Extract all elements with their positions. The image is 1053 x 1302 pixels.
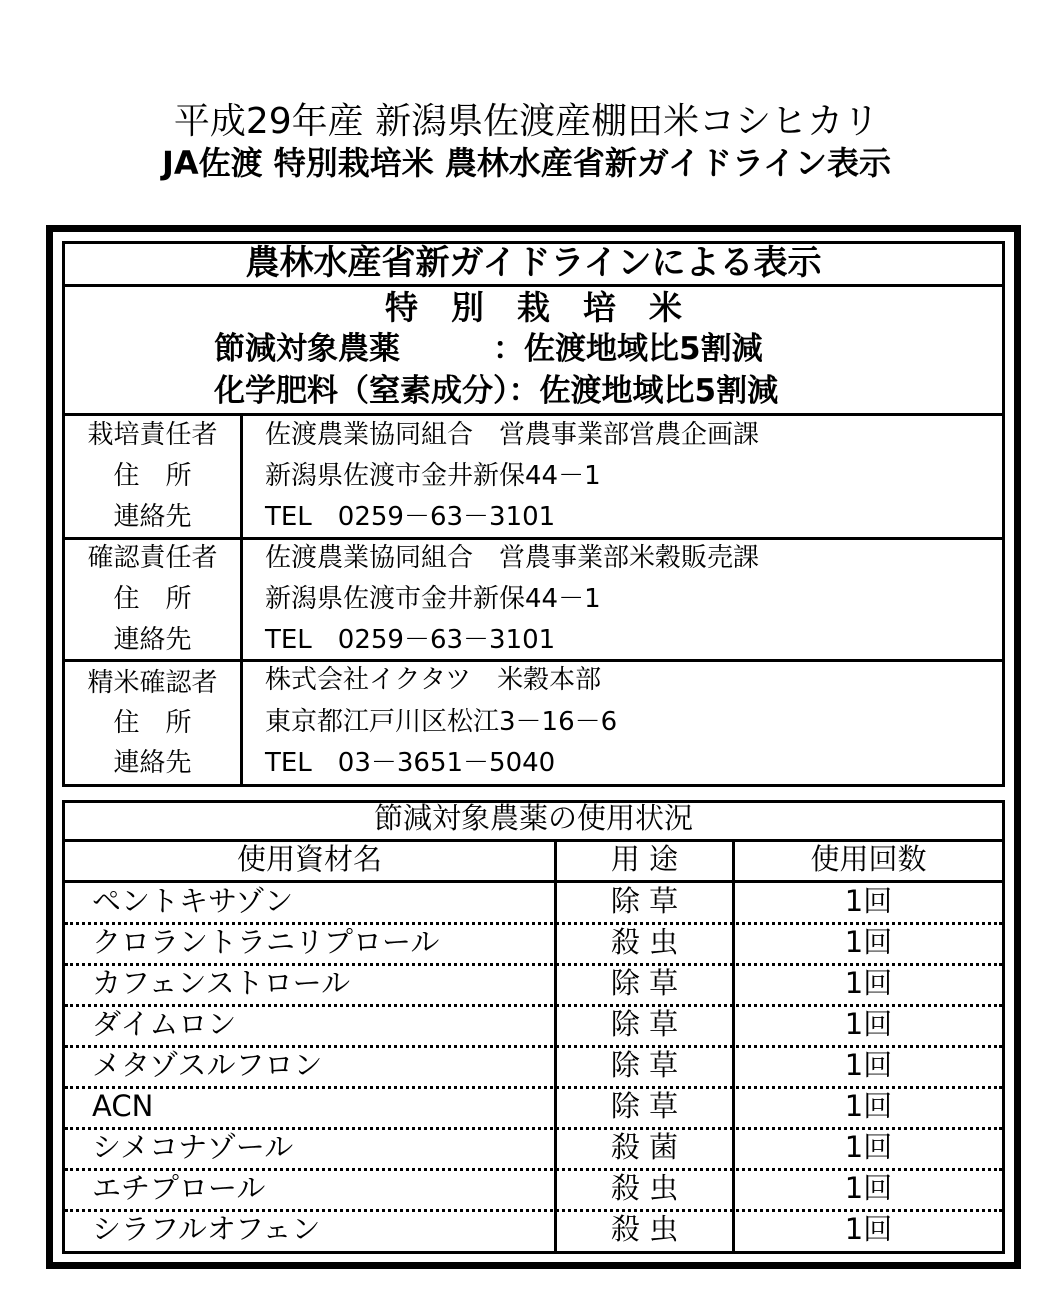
- address-value: 新潟県佐渡市金井新保44－1: [265, 584, 601, 614]
- address-value: 新潟県佐渡市金井新保44－1: [265, 461, 601, 491]
- material-purpose: 殺 虫: [610, 925, 679, 959]
- usage-table-title: 節減対象農薬の使用状況: [373, 801, 693, 835]
- address-label: 住 所: [113, 708, 192, 738]
- usage-count: 1回: [844, 1130, 893, 1164]
- material-name: シメコナゾール: [92, 1130, 294, 1164]
- usage-count: 1回: [844, 1089, 893, 1123]
- divider: [62, 413, 1005, 416]
- organization-name: 佐渡農業協同組合 営農事業部営農企画課: [265, 420, 760, 450]
- column-header-material: 使用資材名: [236, 842, 382, 876]
- material-name: ACN: [92, 1089, 154, 1123]
- role-label: 確認責任者: [87, 543, 218, 573]
- organization-name: 株式会社イクタツ 米穀本部: [265, 665, 602, 695]
- organization-name: 佐渡農業協同組合 営農事業部米穀販売課: [265, 543, 760, 573]
- address-label: 住 所: [113, 584, 192, 614]
- fertilizer-reduction: 化学肥料（窒素成分）：佐渡地域比5割減: [214, 373, 779, 409]
- divider: [62, 880, 1005, 883]
- usage-count: 1回: [844, 925, 893, 959]
- column-header-count: 使用回数: [810, 842, 927, 876]
- phone-value: TEL 0259－63－3101: [265, 625, 556, 655]
- header-line-1: 平成29年産 新潟県佐渡産棚田米コシヒカリ: [173, 101, 880, 142]
- material-name: ペントキサゾン: [92, 884, 294, 918]
- material-name: メタゾスルフロン: [92, 1048, 323, 1082]
- material-purpose: 除 草: [610, 884, 679, 918]
- material-purpose: 殺 虫: [610, 1212, 679, 1246]
- contact-label: 連絡先: [113, 748, 192, 778]
- phone-value: TEL 0259－63－3101: [265, 502, 556, 532]
- divider: [62, 284, 1005, 287]
- material-name: シラフルオフェン: [92, 1212, 321, 1246]
- role-label: 精米確認者: [87, 668, 218, 698]
- material-name: クロラントラニリプロール: [92, 925, 440, 959]
- contact-label: 連絡先: [113, 502, 192, 532]
- material-name: エチプロール: [92, 1171, 266, 1205]
- column-header-purpose: 用 途: [610, 842, 679, 876]
- material-purpose: 除 草: [610, 966, 679, 1000]
- guideline-heading: 農林水産省新ガイドラインによる表示: [245, 243, 822, 283]
- usage-count: 1回: [844, 1007, 893, 1041]
- address-value: 東京都江戸川区松江3－16－6: [265, 707, 618, 737]
- product-type: 特 別 栽 培 米: [385, 288, 682, 327]
- material-purpose: 殺 虫: [610, 1171, 679, 1205]
- contact-label: 連絡先: [113, 625, 192, 655]
- material-purpose: 除 草: [610, 1089, 679, 1123]
- material-name: ダイムロン: [92, 1007, 237, 1041]
- usage-count: 1回: [844, 1212, 893, 1246]
- usage-count: 1回: [844, 1048, 893, 1082]
- divider: [62, 537, 1005, 540]
- phone-value: TEL 03－3651－5040: [265, 748, 556, 778]
- header-line-2: JA佐渡 特別栽培米 農林水産省新ガイドライン表示: [161, 144, 892, 182]
- divider: [62, 659, 1005, 662]
- pesticide-reduction: 節減対象農薬 ：佐渡地域比5割減: [214, 331, 763, 367]
- usage-count: 1回: [844, 1171, 893, 1205]
- material-purpose: 除 草: [610, 1007, 679, 1041]
- usage-count: 1回: [844, 966, 893, 1000]
- usage-count: 1回: [844, 884, 893, 918]
- divider: [240, 413, 243, 787]
- address-label: 住 所: [113, 461, 192, 491]
- material-name: カフェンストロール: [92, 966, 351, 1000]
- material-purpose: 除 草: [610, 1048, 679, 1082]
- material-purpose: 殺 菌: [610, 1130, 679, 1164]
- role-label: 栽培責任者: [87, 420, 218, 450]
